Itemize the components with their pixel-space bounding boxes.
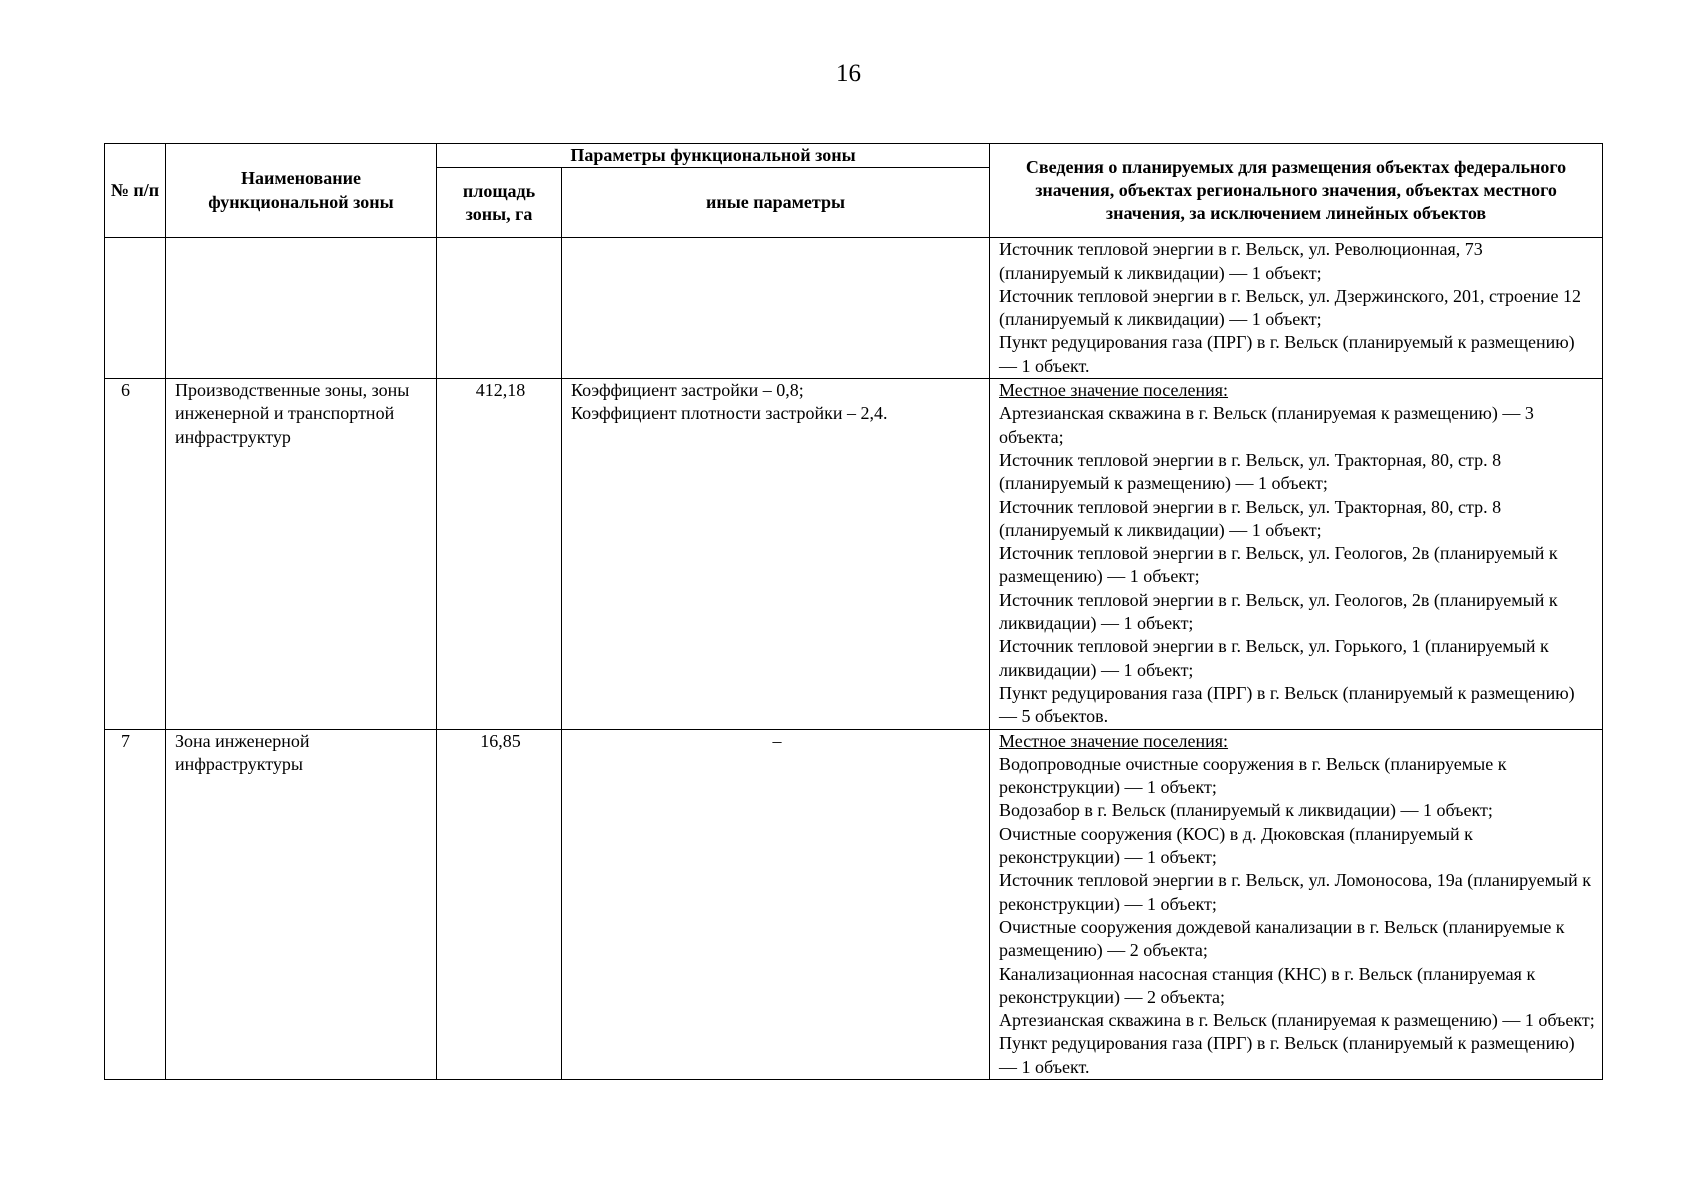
row-number: 6 bbox=[105, 379, 166, 729]
planned-object-item: Артезианская скважина в г. Вельск (планируемая к размещению) — 1 объект; bbox=[999, 1010, 1595, 1031]
page-number: 16 bbox=[836, 60, 861, 87]
planned-object-item: Очистные сооружения (КОС) в д. Дюковская (планируемый к реконструкции) — 1 объект; bbox=[999, 823, 1473, 868]
planned-object-item: Источник тепловой энергии в г. Вельск, ул. Горького, 1 (планируемый к ликвидации) — 1 объект; bbox=[999, 636, 1549, 680]
table-body bbox=[105, 238, 1603, 1080]
row-number bbox=[105, 238, 166, 379]
planned-objects bbox=[990, 379, 1603, 729]
zone-area: 16,85 bbox=[437, 729, 562, 1079]
other-params bbox=[562, 238, 990, 379]
planned-objects bbox=[990, 238, 1603, 379]
planned-object-item: Источник тепловой энергии в г. Вельск, ул. Ломоносова, 19а (планируемый к реконструкции) — 1 объект; bbox=[999, 870, 1592, 914]
functional-zones-table bbox=[104, 143, 1603, 1080]
header-num: № п/п bbox=[105, 144, 166, 238]
planned-object-item: Водозабор в г. Вельск (планируемый к ликвидации) — 1 объект; bbox=[999, 800, 1493, 821]
planned-object-item: Очистные сооружения дождевой канализации в г. Вельск (планируемые к размещению) — 2 объекта; bbox=[999, 916, 1565, 961]
planned-object-item: Пункт редуцирования газа (ПРГ) в г. Вельск (планируемый к размещению) — 1 объект. bbox=[999, 1033, 1575, 1077]
planned-object-item: Артезианская скважина в г. Вельск (планируемая к размещению) — 3 объекта; bbox=[999, 403, 1534, 447]
zone-name: Зона инженерной инфраструктуры bbox=[166, 729, 437, 1079]
planned-object-item: Канализационная насосная станция (КНС) в г. Вельск (планируемая к реконструкции) — 2 объекта; bbox=[999, 963, 1536, 1007]
header-zone-name: Наименование функциональной зоны bbox=[166, 144, 437, 238]
planned-objects bbox=[990, 729, 1603, 1079]
table-row bbox=[105, 729, 1603, 1079]
planned-object-item: Источник тепловой энергии в г. Вельск, ул. Геологов, 2в (планируемый к ликвидации) — 1 объект; bbox=[999, 589, 1558, 634]
planned-object-item: Источник тепловой энергии в г. Вельск, ул. Революционная, 73 (планируемый к ликвидации) — 1 объект; bbox=[999, 239, 1483, 283]
table-row bbox=[105, 238, 1603, 379]
planned-object-item: Источник тепловой энергии в г. Вельск, ул. Дзержинского, 201, строение 12 (планируемый к ликвидации) — 1 объект; bbox=[999, 285, 1581, 330]
significance-label: Местное значение поселения: bbox=[999, 730, 1229, 751]
header-planned-objects: Сведения о планируемых для размещения объектах федерального значения, объектах регионального значения, объектах местного значения, за исключением линейных объектов bbox=[990, 144, 1603, 238]
other-params: – bbox=[562, 729, 990, 1079]
planned-object-item: Водопроводные очистные сооружения в г. Вельск (планируемые к реконструкции) — 1 объект; bbox=[999, 753, 1507, 798]
zone-name: Производственные зоны, зоны инженерной и транспортной инфраструктур bbox=[166, 379, 437, 729]
header-other-params: иные параметры bbox=[562, 168, 990, 238]
significance-label: Местное значение поселения: bbox=[999, 380, 1229, 401]
header-area: площадь зоны, га bbox=[437, 168, 562, 238]
planned-object-item: Источник тепловой энергии в г. Вельск, ул. Геологов, 2в (планируемый к размещению) — 1 объект; bbox=[999, 543, 1558, 587]
planned-object-item: Пункт редуцирования газа (ПРГ) в г. Вельск (планируемый к размещению) — 1 объект. bbox=[999, 332, 1575, 376]
zone-name bbox=[166, 238, 437, 379]
planned-object-item: Источник тепловой энергии в г. Вельск, ул. Тракторная, 80, стр. 8 (планируемый к размещению) — 1 объект; bbox=[999, 449, 1502, 494]
planned-object-item: Пункт редуцирования газа (ПРГ) в г. Вельск (планируемый к размещению) — 5 объектов. bbox=[999, 682, 1575, 727]
table-row bbox=[105, 379, 1603, 729]
zone-area: 412,18 bbox=[437, 379, 562, 729]
table-header bbox=[105, 144, 1603, 238]
zone-area bbox=[437, 238, 562, 379]
planned-object-item: Источник тепловой энергии в г. Вельск, ул. Тракторная, 80, стр. 8 (планируемый к ликвидации) — 1 объект; bbox=[999, 496, 1502, 540]
other-params: Коэффициент застройки – 0,8; Коэффициент плотности застройки – 2,4. bbox=[562, 379, 990, 729]
header-zone-params: Параметры функциональной зоны bbox=[437, 144, 990, 168]
row-number: 7 bbox=[105, 729, 166, 1079]
